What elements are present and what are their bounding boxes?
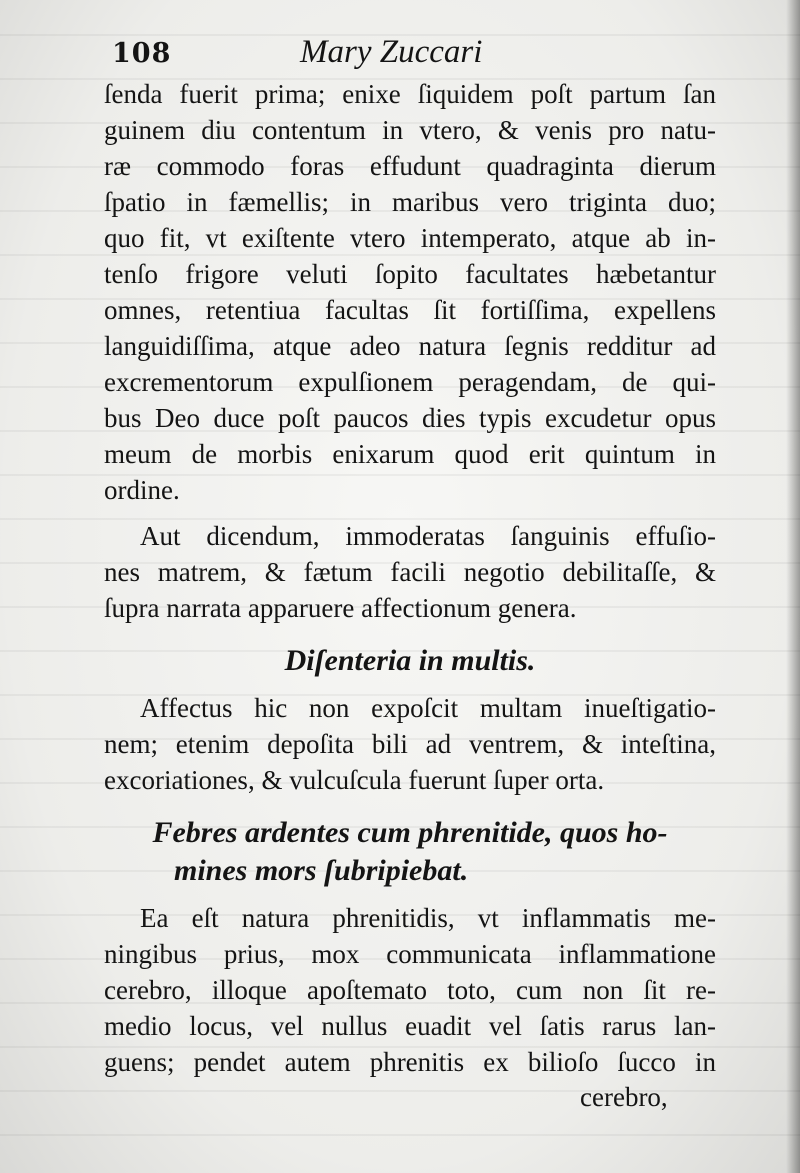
paragraph-3 — [104, 690, 716, 798]
page-header — [112, 34, 712, 74]
text-line: nes matrem, & fætum facili negotio debilitaſſe, & — [104, 557, 716, 587]
running-title: Mary Zuccari — [300, 34, 483, 70]
text-line: cerebro, illoque apoſtemato toto, cum non ſit re- — [104, 975, 716, 1005]
text-line: ræ commodo foras effudunt quadraginta dierum — [104, 151, 716, 181]
text-line: excoriationes, & vulcuſcula fuerunt ſuper orta. — [104, 765, 605, 795]
text-line: languidiſſima, atque adeo natura ſegnis redditur ad — [104, 331, 716, 361]
paragraph-2 — [104, 518, 716, 626]
text-line: ſpatio in fæmellis; in maribus vero triginta duo; — [104, 187, 716, 217]
catchword: cerebro, — [580, 1082, 668, 1112]
text-line: ordine. — [104, 475, 180, 505]
paragraph-1 — [104, 76, 716, 508]
text-line: ningibus prius, mox communicata inflammatione — [104, 939, 716, 969]
text-line: ſenda fuerit prima; enixe ſiquidem poſt partum ſan — [104, 79, 716, 109]
paragraph-4 — [104, 900, 716, 1080]
section-heading-fevers — [104, 814, 716, 890]
text-line: medio locus, vel nullus euadit vel ſatis rarus lan- — [104, 1011, 716, 1041]
text-line: ſupra narrata apparuere affectionum genera. — [104, 593, 577, 623]
text-line: guinem diu contentum in vtero, & venis pro natu- — [104, 115, 716, 145]
text-line: Aut dicendum, immoderatas ſanguinis effuſio- — [140, 521, 716, 551]
section-heading-dysentery: Diſenteria in multis. — [284, 644, 536, 677]
page-number: 108 — [112, 38, 172, 69]
text-line: excrementorum expulſionem peragendam, de qui- — [104, 367, 716, 397]
text-line: Ea eſt natura phrenitidis, vt inflammatis me- — [140, 903, 716, 933]
text-line: quo fit, vt exiſtente vtero intemperato, atque ab in- — [104, 223, 716, 253]
text-line: nem; etenim depoſita bili ad ventrem, & inteſtina, — [104, 729, 716, 759]
text-line: tenſo frigore veluti ſopito facultates hæbetantur — [104, 259, 716, 289]
page-gutter-shadow — [786, 0, 800, 1173]
text-line: bus Deo duce poſt paucos dies typis excudetur opus — [104, 403, 716, 433]
heading-line: Febres ardentes cum phrenitide, quos ho- — [152, 816, 668, 849]
text-line: meum de morbis enixarum quod erit quintum in — [104, 439, 716, 469]
text-line: omnes, retentiua facultas ſit fortiſſima, expellens — [104, 295, 716, 325]
text-line: guens; pendet autem phrenitis ex bilioſo ſucco in — [104, 1047, 716, 1077]
text-line: Affectus hic non expoſcit multam inueſtigatio- — [140, 693, 716, 723]
heading-line: mines mors ſubripiebat. — [174, 854, 469, 887]
body-text — [104, 76, 716, 1080]
